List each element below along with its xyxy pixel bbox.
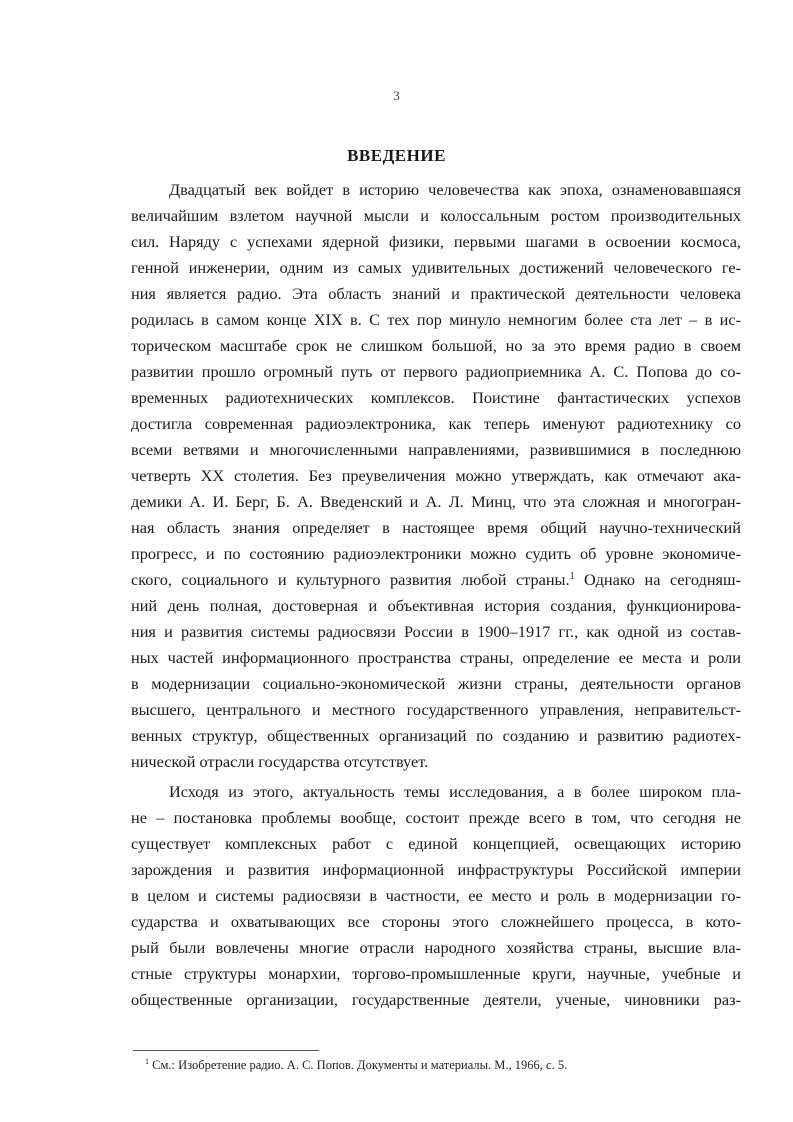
- text-line: стные структуры монархии, торгово-промышленные круги, научные, учебные и: [131, 964, 741, 983]
- text-line: ния и развития системы радиосвязи России в 1900–1917 гг., как одной из состав-: [131, 622, 741, 641]
- text-line: существует комплексных работ с единой концепцией, освещающих историю: [131, 834, 741, 853]
- text-line: Исходя из этого, актуальность темы исследования, а в более широком пла-: [169, 782, 741, 801]
- footnote: [145, 1058, 567, 1073]
- footnote-reference: 1: [569, 571, 575, 582]
- text-line: сил. Наряду с успехами ядерной физики, первыми шагами в освоении космоса,: [131, 232, 741, 251]
- text-line: зарождения и развития информационной инфраструктуры Российской империи: [131, 860, 741, 879]
- text-line-with-footnote: [131, 570, 741, 590]
- text-line: всеми ветвями и многочисленными направлениями, развившимися в последнюю: [131, 440, 741, 459]
- footnote-divider: [133, 1050, 319, 1051]
- footnote-text: См.: Изобретение радио. А. С. Попов. Документы и материалы. М., 1966, с. 5.: [149, 1058, 568, 1072]
- text-line: генной инженерии, одним из самых удивительных достижений человеческого ге-: [131, 258, 741, 277]
- text-line: развитии прошло огромный путь от первого радиоприемника А. С. Попова до со-: [131, 362, 741, 381]
- text-line: рый были вовлечены многие отрасли народного хозяйства страны, высшие вла-: [131, 938, 741, 957]
- section-heading: ВВЕДЕНИЕ: [347, 146, 446, 165]
- text-line: родилась в самом конце XIX в. С тех пор минуло немногим более ста лет – в ис-: [131, 310, 741, 329]
- text-line: ния является радио. Эта область знаний и практической деятельности человека: [131, 284, 741, 303]
- page-number: 3: [393, 88, 400, 103]
- text-line: четверть XX столетия. Без преувеличения можно утверждать, как отмечают ака-: [131, 466, 741, 485]
- text-line: ний день полная, достоверная и объективная история создания, функционирова-: [131, 596, 741, 615]
- text-line: венных структур, общественных организаций по созданию и развитию радиотех-: [131, 726, 741, 745]
- footnote-marker: 1: [145, 1057, 149, 1066]
- text-line: в модернизации социально-экономической жизни страны, деятельности органов: [131, 674, 741, 693]
- text-line: сударства и охватывающих все стороны этого сложнейшего процесса, в кото-: [131, 912, 741, 931]
- text-line: величайшим взлетом научной мысли и колоссальным ростом производительных: [131, 206, 741, 225]
- text-line: Двадцатый век войдет в историю человечества как эпоха, ознаменовавшаяся: [169, 180, 741, 199]
- text-line: не – постановка проблемы вообще, состоит прежде всего в том, что сегодня не: [131, 808, 741, 827]
- text-line: ная область знания определяет в настоящее время общий научно-технический: [131, 518, 741, 537]
- text-line: нической отрасли государства отсутствует.: [131, 752, 429, 771]
- text-line: прогресс, и по состоянию радиоэлектроники можно судить об уровне экономиче-: [131, 544, 741, 563]
- text-line: общественные организации, государственные деятели, ученые, чиновники раз-: [131, 990, 741, 1009]
- text-line: ных частей информационного пространства страны, определение ее места и роли: [131, 648, 741, 667]
- text-line: временных радиотехнических комплексов. Поистине фантастических успехов: [131, 388, 741, 407]
- text-line: достигла современная радиоэлектроника, как теперь именуют радиотехнику со: [131, 414, 741, 433]
- text-fragment: ского, социального и культурного развития любой страны.: [131, 570, 570, 589]
- text-line: в целом и системы радиосвязи в частности, ее место и роль в модернизации го-: [131, 886, 741, 905]
- text-fragment: Однако на сегодняш-: [574, 570, 741, 589]
- text-line: торическом масштабе срок не слишком большой, но за это время радио в своем: [131, 336, 741, 355]
- text-line: демики А. И. Берг, Б. А. Введенский и А. Л. Минц, что эта сложная и многогран-: [131, 492, 741, 511]
- text-line: высшего, центрального и местного государственного управления, неправительст-: [131, 700, 741, 719]
